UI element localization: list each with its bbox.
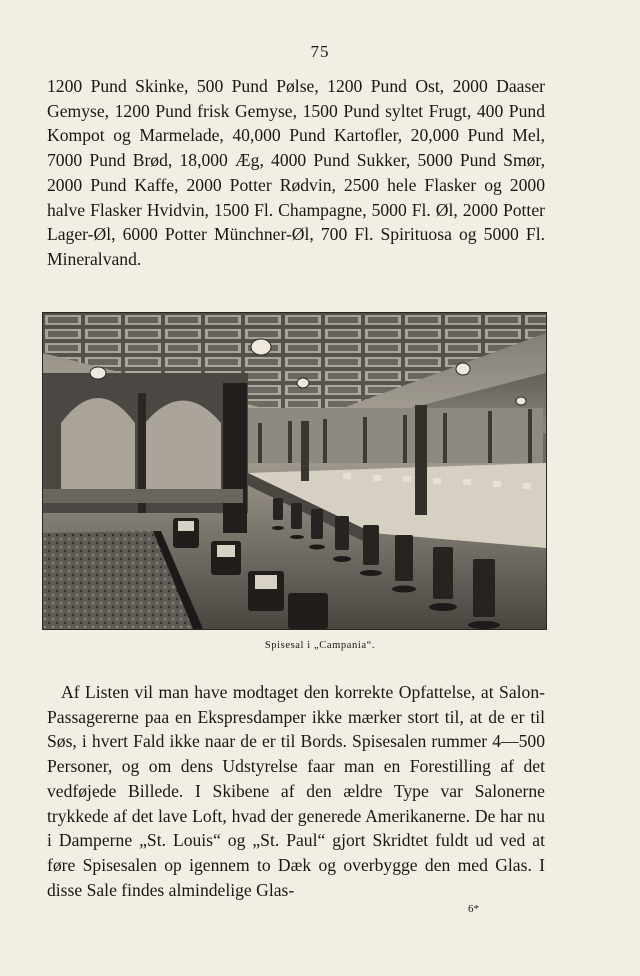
paragraph-provisions-list: 1200 Pund Skinke, 500 Pund Pølse, 1200 Pund Ost, 2000 Daaser Gemyse, 1200 Pund frisk Gemyse, 1500 Pund syltet Frugt, 400 Pund Kompot og Marmelade, 40,000 Pund Kartofler, 20,000 Pund Mel, 7000 Pund Brød, 18,000 Æg, 4000 Pund Sukker, 5000 Pund Smør, 2000 Pund Kaffe, 2000 Potter Rødvin, 2500 hele Flasker og 2000 halve Flasker Hvidvin, 1500 Fl. Champagne, 5000 Fl. Øl, 2000 Potter Lager-Øl, 6000 Potter Münchner-Øl, 700 Fl. Spirituosa og 5000 Fl. Mineralvand. [47, 76, 545, 269]
figure-caption: Spisesal i „Campania“. [264, 640, 376, 651]
dining-saloon-photo [42, 312, 547, 630]
signature-mark: 6* [468, 903, 479, 915]
paragraph-dining-saloon: Af Listen vil man have modtaget den korrekte Opfattelse, at Salon-Passagererne paa en Ekspresdamper ikke mærker stort til, at de er til Søs, i hvert Fald ikke naar de er til Bords. Spisesalen rummer 4—500 Personer, og om dens Udstyrelse faar man en Forestilling af det vedføjede Billede. I Skibene af den ældre Type var Salonerne trykkede af det lave Loft, hvad der generede Amerikanerne. De har nu i Damperne „St. Louis“ og „St. Paul“ gjort Skridtet fuldt ud ved at føre Spisesalen op igennem to Dæk og overbygge den med Glas. I disse Sale findes almindelige Glas- [47, 682, 545, 900]
page-number: 75 [310, 42, 330, 61]
